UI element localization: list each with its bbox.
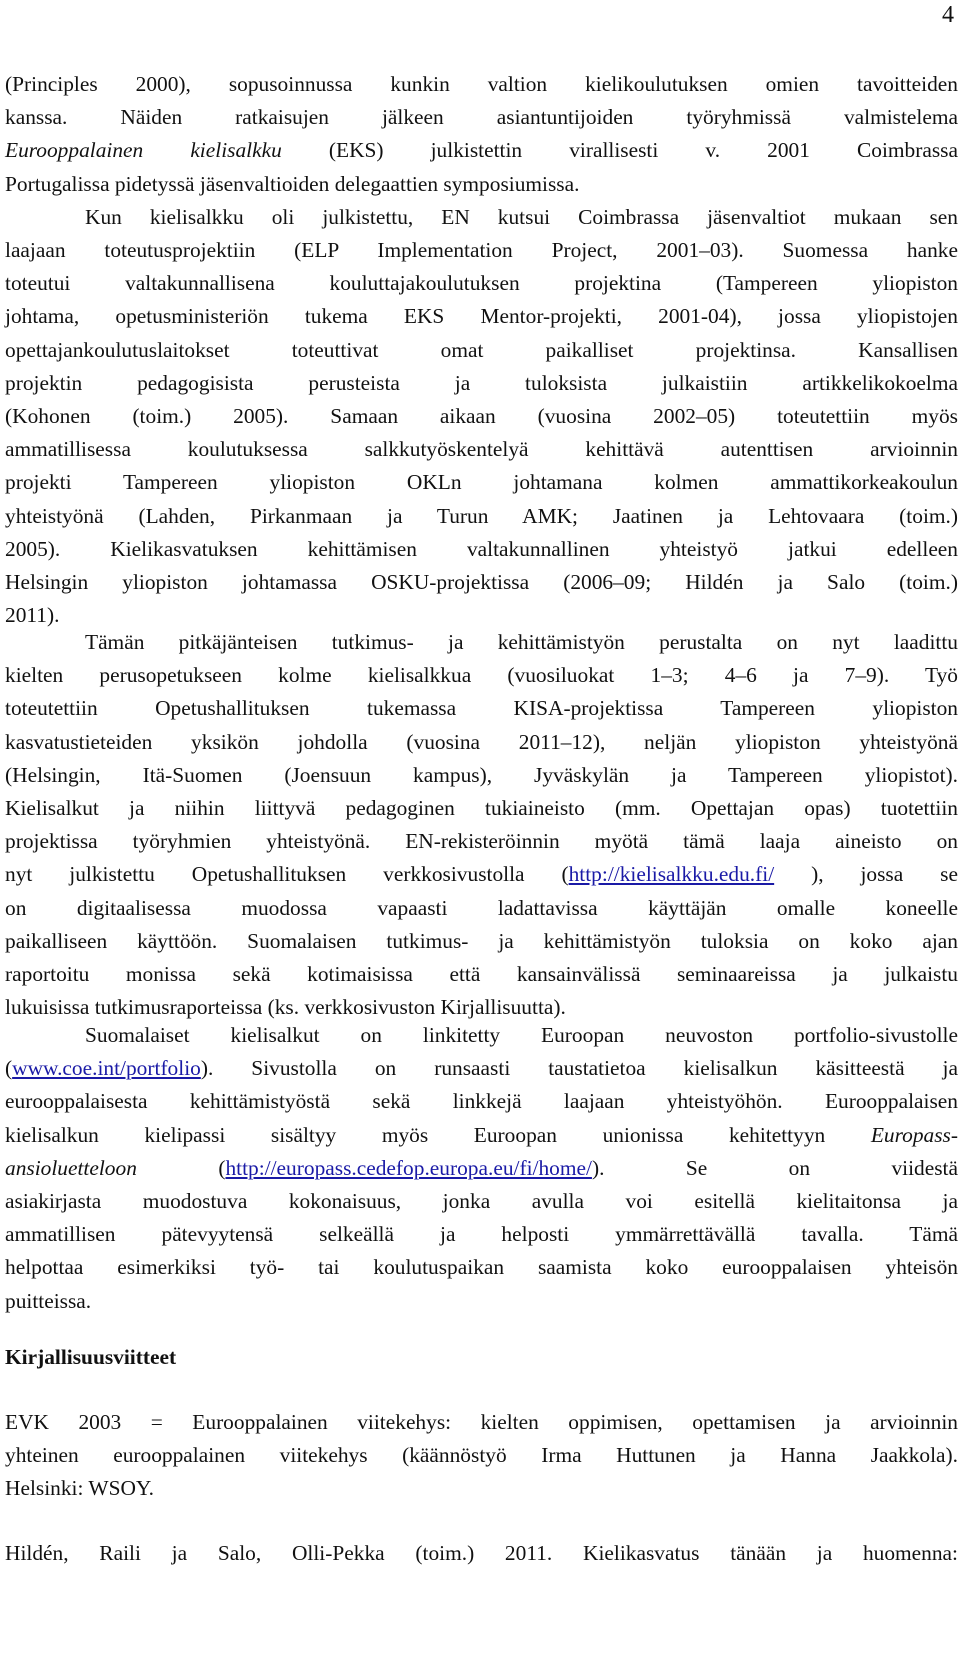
book-title: Eurooppalainen kielisalkku bbox=[5, 138, 282, 163]
paragraph-kielisalkut bbox=[5, 626, 958, 1024]
text-line: kielten perusopetukseen kolme kielisalkkua (vuosiluokat 1–3; 4–6 ja 7–9). Työ bbox=[5, 663, 958, 688]
text-line: toteutui valtakunnallisena kouluttajakoulutuksen projektina (Tampereen yliopiston bbox=[5, 271, 958, 296]
text-segment: ( bbox=[5, 1056, 13, 1081]
text-line: Suomalaiset kielisalkut on linkitetty Euroopan neuvoston portfolio-sivustolle bbox=[85, 1023, 958, 1047]
text-line: puitteissa. bbox=[5, 1288, 92, 1313]
europass-title: Europass- bbox=[870, 1122, 958, 1147]
text-line: on digitaalisessa muodossa vapaasti ladattavissa käyttäjän omalle koneelle bbox=[5, 895, 958, 920]
text-line: projektin pedagogisista perusteista ja tuloksista julkaistiin artikkelikokoelma bbox=[5, 370, 958, 395]
text-segment: ). Sivustolla on runsaasti taustatietoa kielisalkun käsitteestä ja bbox=[200, 1056, 958, 1081]
text-line: Tämän pitkäjänteisen tutkimus- ja kehittämistyön perustalta on nyt laadittu bbox=[85, 630, 958, 654]
text-line: kanssa. Näiden ratkaisujen jälkeen asiantuntijoiden työryhmissä valmistelema bbox=[5, 105, 958, 130]
coe-portfolio-link[interactable]: www.coe.int/portfolio bbox=[12, 1056, 201, 1081]
text-line: yhteistyönä (Lahden, Pirkanmaan ja Turun AMK; Jaatinen ja Lehtovaara (toim.) bbox=[5, 503, 958, 528]
reference-evk bbox=[5, 1406, 958, 1506]
text-segment: ). Se on viidestä bbox=[591, 1155, 958, 1180]
text-line: projekti Tampereen yliopiston OKLn johtamana kolmen ammattikorkeakoulun bbox=[5, 470, 958, 495]
europass-link[interactable]: http://europass.cedefop.europa.eu/fi/home/ bbox=[225, 1155, 592, 1180]
text-line: 2005). Kielikasvatuksen kehittämisen valtakunnallinen yhteistyö jatkui edelleen bbox=[5, 536, 958, 561]
text-line: Kielisalkut ja niihin liittyvä pedagoginen tukiaineisto (mm. Opettajan opas) tuotettiin bbox=[5, 796, 958, 821]
text-line bbox=[5, 134, 958, 167]
text-line: yhteinen eurooppalainen viitekehys (käännöstyö Irma Huttunen ja Hanna Jaakkola). bbox=[5, 1443, 958, 1468]
text-line: (Kohonen (toim.) 2005). Samaan aikaan (vuosina 2002–05) toteutettiin myös bbox=[5, 404, 958, 429]
text-line: 2011). bbox=[5, 603, 60, 628]
text-line: toteutettiin Opetushallituksen tukemassa KISA-projektissa Tampereen yliopiston bbox=[5, 696, 958, 721]
text-line: Kun kielisalkku oli julkistettu, EN kutsui Coimbrassa jäsenvaltiot mukaan sen bbox=[85, 204, 958, 229]
text-line: laajaan toteutusprojektiin (ELP Implementation Project, 2001–03). Suomessa hanke bbox=[5, 238, 958, 263]
text-line: Helsingin yliopiston johtamassa OSKU-projektissa (2006–09; Hildén ja Salo (toim.) bbox=[5, 570, 958, 595]
text-line: johtama, opetusministeriön tukema EKS Mentor-projekti, 2001-04), jossa yliopistojen bbox=[5, 304, 958, 329]
text-segment: (EKS) julkistettin virallisesti v. 2001 Coimbrassa bbox=[328, 138, 958, 163]
references-heading: Kirjallisuusviitteet bbox=[5, 1345, 177, 1369]
paragraph-portfolio bbox=[5, 1019, 958, 1318]
text-line: opettajankoulutuslaitokset toteuttivat omat paikalliset projektinsa. Kansallisen bbox=[5, 337, 958, 362]
text-segment: ( bbox=[218, 1155, 226, 1180]
text-line: paikalliseen käyttöön. Suomalaisen tutkimus- ja kehittämistyön tuloksia on koko ajan bbox=[5, 928, 958, 953]
text-line bbox=[5, 1119, 958, 1152]
reference-hilden bbox=[5, 1537, 958, 1570]
text-segment: kielisalkun kielipassi sisältyy myös Euroopan unionissa kehitettyyn bbox=[5, 1122, 826, 1147]
europass-title-cont: ansioluetteloon bbox=[5, 1155, 137, 1180]
text-line: Hildén, Raili ja Salo, Olli-Pekka (toim.) 2011. Kielikasvatus tänään ja huomenna: bbox=[5, 1541, 958, 1565]
text-line bbox=[5, 1152, 958, 1185]
text-segment: nyt julkistettu Opetushallituksen verkkosivustolla ( bbox=[5, 862, 569, 887]
text-line: (Helsingin, Itä-Suomen (Joensuun kampus), Jyväskylän ja Tampereen yliopistot). bbox=[5, 762, 958, 787]
text-line: lukuisissa tutkimusraporteissa (ks. verkkosivuston Kirjallisuutta). bbox=[5, 995, 566, 1020]
text-segment: ), jossa se bbox=[774, 862, 958, 887]
page-number: 4 bbox=[942, 2, 954, 28]
text-line bbox=[5, 1052, 958, 1085]
text-line: helpottaa esimerkiksi työ- tai koulutuspaikan saamista koko eurooppalaisen yhteisön bbox=[5, 1255, 958, 1280]
text-line: EVK 2003 = Eurooppalainen viitekehys: kielten oppimisen, opettamisen ja arvioinnin bbox=[5, 1410, 958, 1434]
text-line: ammatillisen pätevyytensä selkeällä ja helposti ymmärrettävällä tavalla. Tämä bbox=[5, 1222, 958, 1247]
text-line: eurooppalaisesta kehittämistyöstä sekä linkkejä laajaan yhteistyöhön. Eurooppalaisen bbox=[5, 1089, 958, 1114]
text-line: Helsinki: WSOY. bbox=[5, 1476, 154, 1501]
text-line: Portugalissa pidetyssä jäsenvaltioiden delegaattien symposiumissa. bbox=[5, 171, 580, 196]
text-line: ammatillisessa koulutuksessa salkkutyöskentelyä kehittävä autenttisen arvioinnin bbox=[5, 437, 958, 462]
paragraph-principles bbox=[5, 68, 958, 632]
text-line: (Principles 2000), sopusoinnussa kunkin valtion kielikoulutuksen omien tavoitteiden bbox=[5, 72, 958, 96]
text-line: kasvatustieteiden yksikön johdolla (vuosina 2011–12), neljän yliopiston yhteistyönä bbox=[5, 729, 958, 754]
text-line: asiakirjasta muodostuva kokonaisuus, jonka avulla voi esitellä kielitaitonsa ja bbox=[5, 1189, 958, 1214]
text-line bbox=[5, 858, 958, 891]
text-line: raportoitu monissa sekä kotimaisissa että kansainvälissä seminaareissa ja julkaistu bbox=[5, 962, 958, 987]
text-line: projektissa työryhmien yhteistyönä. EN-rekisteröinnin myötä tämä laaja aineisto on bbox=[5, 829, 958, 854]
kielisalkku-link[interactable]: http://kielisalkku.edu.fi/ bbox=[568, 862, 775, 887]
